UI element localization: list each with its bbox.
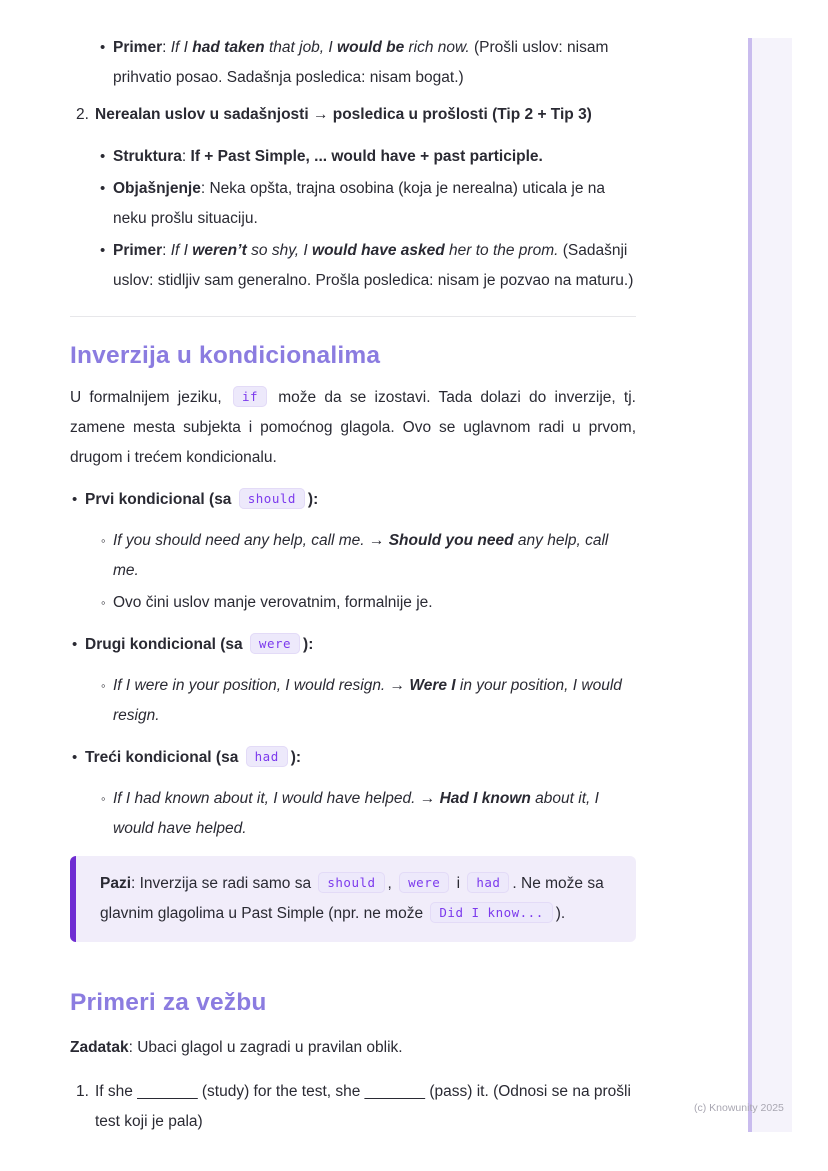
text-segment: Ovo čini uslov manje verovatnim, formalnije je.	[113, 594, 433, 611]
inline-code: should	[318, 872, 384, 893]
exercise-item	[70, 1077, 636, 1137]
nested-bullet-list	[70, 142, 636, 296]
paragraph-inverzija	[70, 383, 636, 473]
bullet-icon: •	[100, 148, 106, 165]
copyright-label: (c) Knowunity 2025	[694, 1102, 784, 1114]
text-segment: If you should need any help, call me. →	[113, 532, 389, 549]
page-edge-strip	[748, 38, 792, 1132]
ordinal-label: 2.	[76, 106, 89, 123]
ordinal-label: 1.	[76, 1083, 89, 1100]
bullet-icon: •	[100, 180, 106, 197]
text-segment: If I had known about it, I would have helped. →	[113, 790, 440, 807]
text-segment: (Sadašnji uslov: stidljiv sam generalno. Prošla posledica: nisam je pozvao na maturu.)	[113, 242, 634, 289]
circle-bullet-icon: ◦	[101, 678, 106, 693]
text-segment: If she _______ (study) for the test, she _______ (pass) it. (Odnosi se na prošli test koji je pala)	[95, 1083, 631, 1130]
list-item-text	[113, 142, 636, 172]
conditional-group-treci	[70, 743, 636, 844]
list-item	[70, 743, 636, 773]
list-item	[70, 485, 636, 515]
list-item	[70, 526, 636, 586]
list-item	[70, 630, 636, 660]
inline-code: if	[233, 386, 267, 407]
inline-code: were	[399, 872, 449, 893]
nested-circle-list	[70, 671, 636, 731]
bullet-icon: •	[72, 749, 78, 766]
callout-note	[70, 856, 636, 942]
text-segment: : Inverzija se radi samo sa	[131, 875, 316, 892]
section-divider	[70, 316, 636, 317]
text-segment: Had I known	[439, 790, 531, 807]
text-segment: weren’t	[192, 242, 247, 259]
text-segment: ):	[303, 636, 314, 653]
text-segment: : Ubaci glagol u zagradi u pravilan oblik.	[128, 1039, 403, 1056]
list-item-text	[113, 236, 636, 296]
circle-bullet-icon: ◦	[101, 533, 106, 548]
text-segment: in your position, I would resign.	[113, 677, 622, 724]
text-segment: If + Past Simple, ... would have + past participle.	[190, 148, 543, 165]
text-segment: Objašnjenje	[113, 180, 201, 197]
text-segment: Were I	[409, 677, 456, 694]
numbered-list-item	[70, 100, 636, 130]
text-segment: had taken	[192, 39, 265, 56]
text-segment: (Prošli uslov: nisam prihvatio posao. Sadašnja posledica: nisam bogat.)	[113, 39, 609, 86]
text-segment: any help, call me.	[113, 532, 609, 579]
inline-code: Did I know...	[430, 902, 552, 923]
bullet-icon: •	[72, 491, 78, 508]
list-item-text	[95, 100, 636, 130]
conditional-group-drugi	[70, 630, 636, 731]
text-segment: Struktura	[113, 148, 182, 165]
nested-circle-list	[70, 784, 636, 844]
bullet-icon: •	[100, 39, 106, 56]
paragraph-zadatak	[70, 1033, 636, 1063]
list-item-text	[113, 588, 636, 618]
text-segment: ):	[290, 749, 302, 766]
list-item	[70, 671, 636, 731]
text-segment: ,	[387, 875, 397, 892]
conditional-list	[70, 485, 636, 844]
list-item-text	[85, 743, 636, 773]
list-item	[70, 33, 636, 93]
list-item-text	[113, 671, 636, 731]
list-item-text	[113, 174, 636, 234]
text-segment: If I	[170, 242, 193, 259]
bullet-icon: •	[72, 636, 78, 653]
section-heading-inverzija: Inverzija u kondicionalima	[70, 342, 381, 369]
list-item-text	[113, 784, 636, 844]
conditional-group-prvi	[70, 485, 636, 618]
text-segment: :	[162, 242, 171, 259]
text-segment: Prvi kondicional (sa	[85, 491, 236, 508]
text-segment: about it, I would have helped.	[113, 790, 599, 837]
text-segment: Should you need	[388, 532, 514, 549]
text-segment: that job, I	[264, 39, 338, 56]
text-segment: : Neka opšta, trajna osobina (koja je nerealna) uticala je na neku prošlu situaciju.	[113, 180, 605, 227]
inline-code: were	[250, 633, 300, 654]
bullet-icon: •	[100, 242, 106, 259]
text-segment: Pazi	[100, 875, 132, 892]
text-segment: i	[452, 875, 465, 892]
circle-bullet-icon: ◦	[101, 791, 106, 806]
text-segment: :	[162, 39, 171, 56]
text-segment: :	[181, 148, 191, 165]
list-item	[70, 588, 636, 618]
text-segment: Drugi kondicional (sa	[85, 636, 247, 653]
text-segment: would be	[337, 39, 405, 56]
text-segment: If I were in your position, I would resign. →	[113, 677, 410, 694]
text-segment: rich now.	[404, 39, 470, 56]
text-segment: može da se izostavi. Tada dolazi do inverzije, tj. zamene mesta subjekta i pomoćnog glagola. Ovo se uglavnom radi u prvom, drugom i trećem kondicionalu.	[70, 389, 636, 466]
text-segment: . Ne može sa glavnim glagolima u Past Simple (npr. ne može	[100, 875, 604, 922]
text-segment: would have asked	[312, 242, 445, 259]
inline-code: had	[467, 872, 509, 893]
text-segment: Zadatak	[70, 1039, 129, 1056]
list-item-text	[85, 485, 636, 515]
section-heading-primeri: Primeri za vežbu	[70, 989, 267, 1016]
text-segment: Treći kondicional (sa	[85, 749, 243, 766]
list-item	[70, 236, 636, 296]
inline-code: should	[239, 488, 305, 509]
list-item	[70, 142, 636, 172]
exercise-text	[95, 1077, 636, 1137]
list-item	[70, 784, 636, 844]
text-segment: Nerealan uslov u sadašnjosti → posledica u prošlosti (Tip 2 + Tip 3)	[95, 106, 592, 123]
text-segment: her to the prom.	[444, 242, 559, 259]
text-segment: If I	[170, 39, 193, 56]
nested-circle-list	[70, 526, 636, 618]
text-segment: ).	[555, 905, 566, 922]
list-item-text	[113, 33, 636, 93]
list-item-text	[113, 526, 636, 586]
text-segment: ):	[307, 491, 319, 508]
list-item-text	[85, 630, 636, 660]
document-content	[70, 33, 636, 1137]
inline-code: had	[246, 746, 288, 767]
text-segment: U formalnijem jeziku,	[70, 389, 230, 406]
callout-text	[100, 869, 612, 929]
text-segment: Primer	[113, 39, 163, 56]
circle-bullet-icon: ◦	[101, 595, 106, 610]
text-segment: Primer	[113, 242, 163, 259]
text-segment: so shy, I	[246, 242, 313, 259]
list-item	[70, 174, 636, 234]
